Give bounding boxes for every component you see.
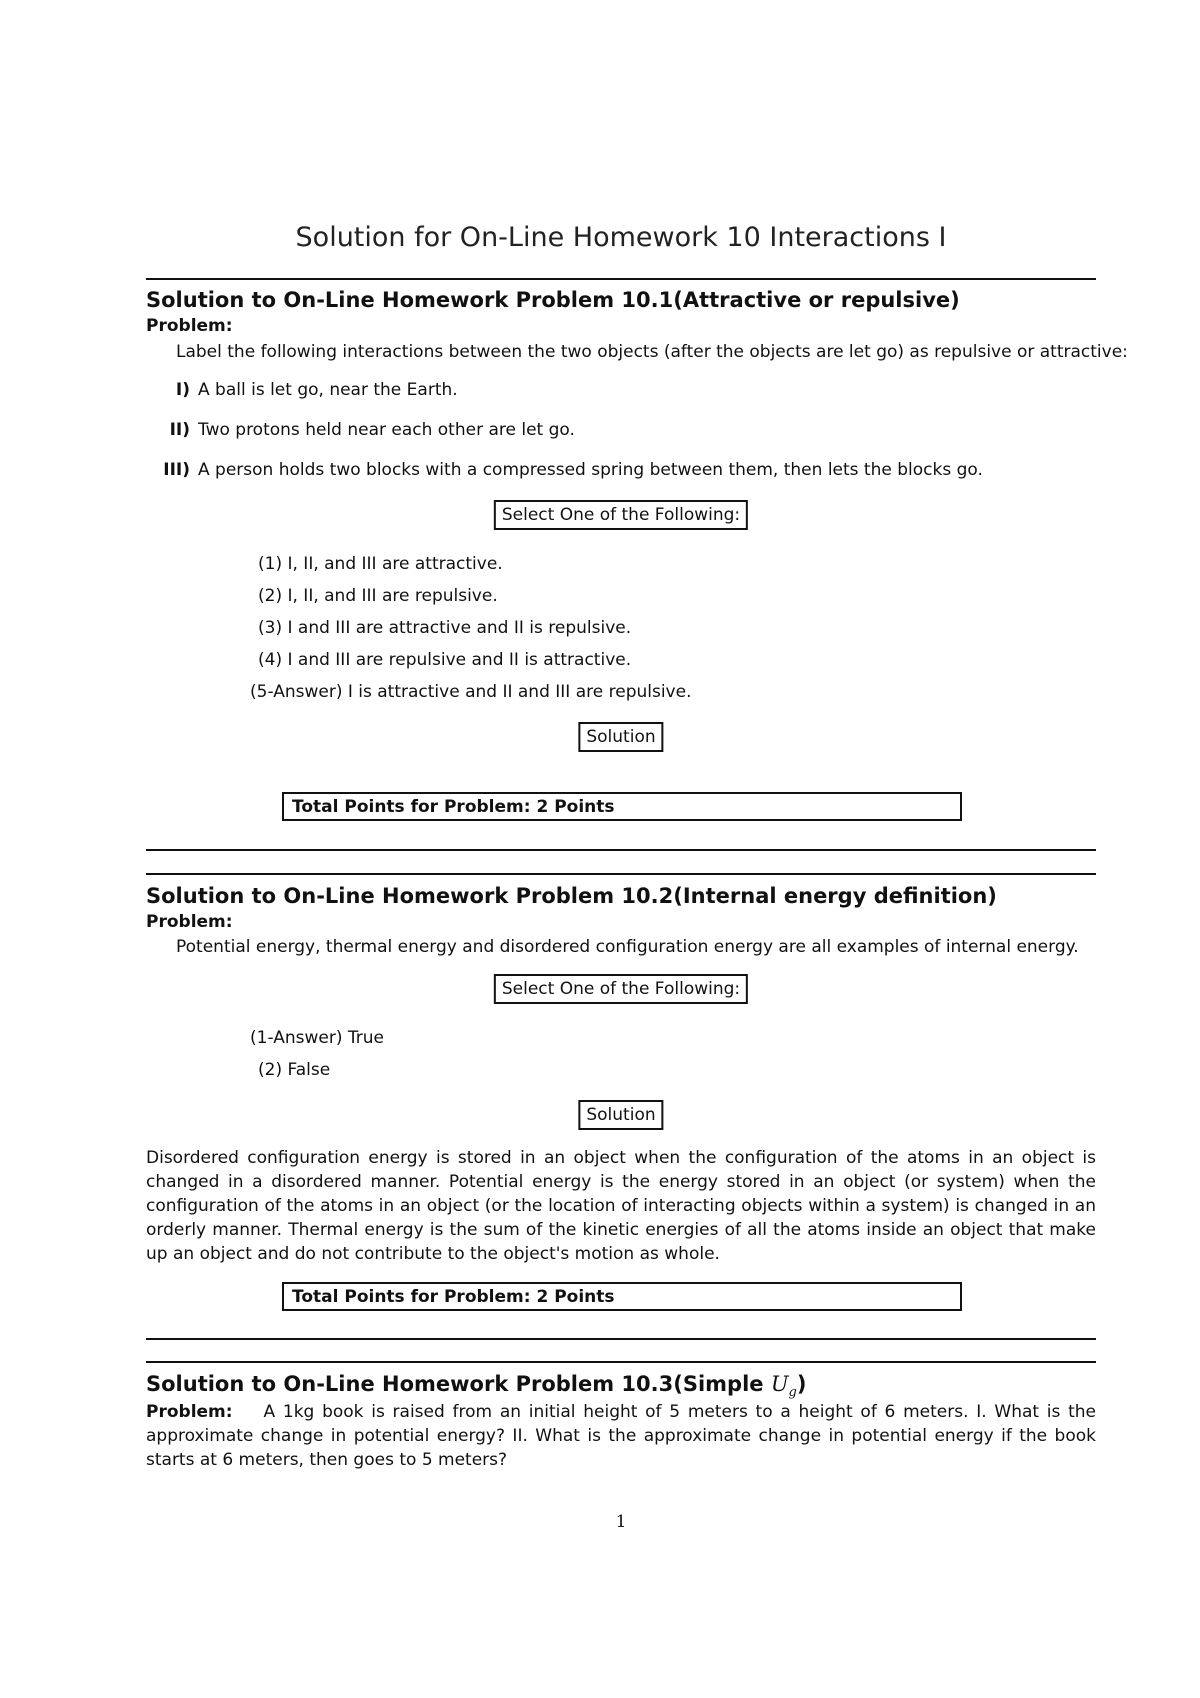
problem-3-body (146, 1400, 1096, 1472)
heading-variable: U (770, 1372, 789, 1396)
problem-2-statement: Potential energy, thermal energy and disordered configuration energy are all examples of internal energy. (176, 937, 1079, 957)
item-number: I) (175, 380, 190, 400)
item-text: A ball is let go, near the Earth. (198, 380, 458, 400)
problem-1-option-5: (5-Answer) I is attractive and II and III are repulsive. (250, 682, 692, 702)
problem-1-heading: Solution to On-Line Homework Problem 10.1(Attractive or repulsive) (146, 288, 960, 312)
item-number: II) (169, 420, 190, 440)
problem-2-option-2: (2) False (258, 1060, 331, 1080)
section-divider (146, 849, 1096, 851)
page-number: 1 (615, 1512, 627, 1532)
problem-1-solution-box: Solution (578, 722, 663, 752)
problem-2-heading: Solution to On-Line Homework Problem 10.2(Internal energy definition) (146, 884, 997, 908)
heading-suffix: ) (796, 1372, 807, 1396)
problem-1-select-box: Select One of the Following: (494, 500, 748, 530)
problem-2-option-1: (1-Answer) True (250, 1028, 384, 1048)
section-divider (146, 1338, 1096, 1340)
section-divider (146, 1361, 1096, 1363)
document-page (146, 0, 1128, 1698)
problem-2-solution-text: Disordered configuration energy is stored in an object when the configuration of the atoms in an object is changed in a disordered manner. Potential energy is the energy stored in an object (or system) when the configuration of the atoms in an object (or the location of interacting objects within a system) is changed in an orderly manner. Thermal energy is the sum of the kinetic energies of all the atoms inside an object that make up an object and do not contribute to the object's motion as whole. (146, 1148, 1096, 1264)
problem-1-option-2: (2) I, II, and III are repulsive. (258, 586, 498, 606)
problem-2-solution-box: Solution (578, 1100, 663, 1130)
section-divider (146, 278, 1096, 280)
problem-3-label: Problem: (146, 1402, 233, 1422)
problem-1-label: Problem: (146, 316, 233, 336)
item-text: Two protons held near each other are let go. (198, 420, 575, 440)
problem-1-points-box: Total Points for Problem: 2 Points (282, 792, 962, 821)
heading-prefix: Solution to On-Line Homework Problem 10.3(Simple (146, 1372, 771, 1396)
problem-1-option-3: (3) I and III are attractive and II is repulsive. (258, 618, 632, 638)
item-number: III) (163, 460, 190, 480)
problem-1-option-4: (4) I and III are repulsive and II is attractive. (258, 650, 632, 670)
problem-1-option-1: (1) I, II, and III are attractive. (258, 554, 503, 574)
section-divider (146, 873, 1096, 875)
problem-3-heading (146, 1372, 806, 1400)
document-title: Solution for On-Line Homework 10 Interactions I (295, 222, 947, 253)
problem-2-points-box: Total Points for Problem: 2 Points (282, 1282, 962, 1311)
problem-1-item-2 (146, 420, 575, 440)
problem-2-label: Problem: (146, 912, 233, 932)
problem-1-item-1 (146, 380, 458, 400)
heading-subscript: g (788, 1385, 797, 1401)
problem-2-select-box: Select One of the Following: (494, 974, 748, 1004)
problem-1-statement: Label the following interactions between the two objects (after the objects are let go) as repulsive or attractive: (176, 342, 1128, 362)
problem-1-item-3 (146, 460, 983, 480)
item-text: A person holds two blocks with a compressed spring between them, then lets the blocks go. (198, 460, 983, 480)
problem-3-statement: A 1kg book is raised from an initial height of 5 meters to a height of 6 meters. I. What is the approximate change in potential energy? II. What is the approximate change in potential energy if the book starts at 6 meters, then goes to 5 meters? (146, 1402, 1096, 1470)
